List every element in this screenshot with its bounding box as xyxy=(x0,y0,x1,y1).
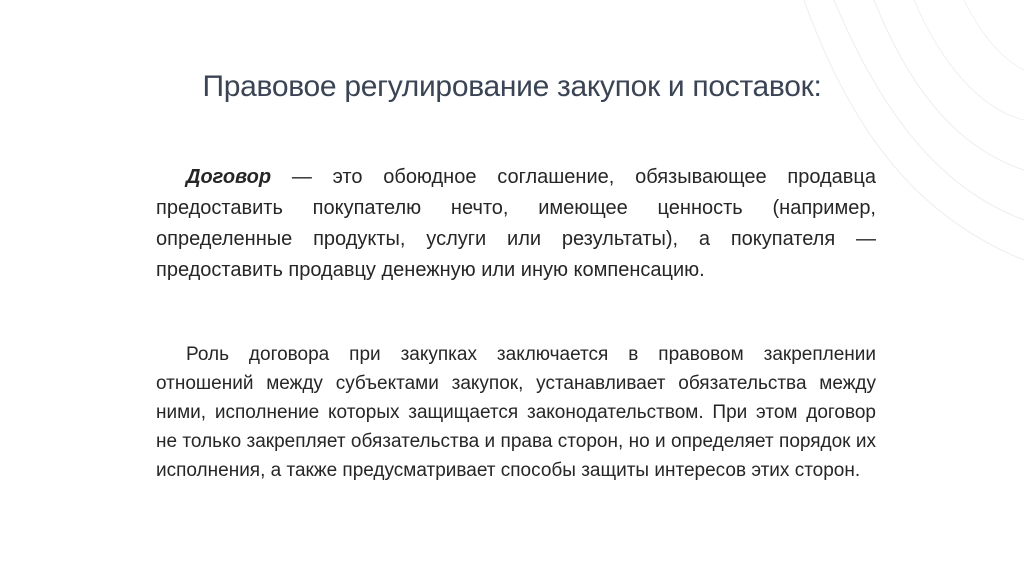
definition-paragraph xyxy=(156,162,876,286)
slide-title: Правовое регулирование закупок и поставок: xyxy=(202,70,822,103)
definition-term: Договор xyxy=(186,166,272,188)
definition-text: — это обоюдное соглашение, обязывающее продавца предоставить покупателю нечто, имеющее ценность (например, определенные продукты, услуги или результаты), а покупателя — предоставить продавцу денежную или иную компенсацию. xyxy=(156,166,876,281)
role-paragraph: Роль договора при закупках заключается в правовом закреплении отношений между субъектами закупок, устанавливает обязательства между ними, исполнение которых защищается законодательством. При этом договор не только закрепляет обязательства и права сторон, но и определяет порядок их исполнения, а также предусматривает способы защиты интересов этих сторон. xyxy=(156,344,876,481)
